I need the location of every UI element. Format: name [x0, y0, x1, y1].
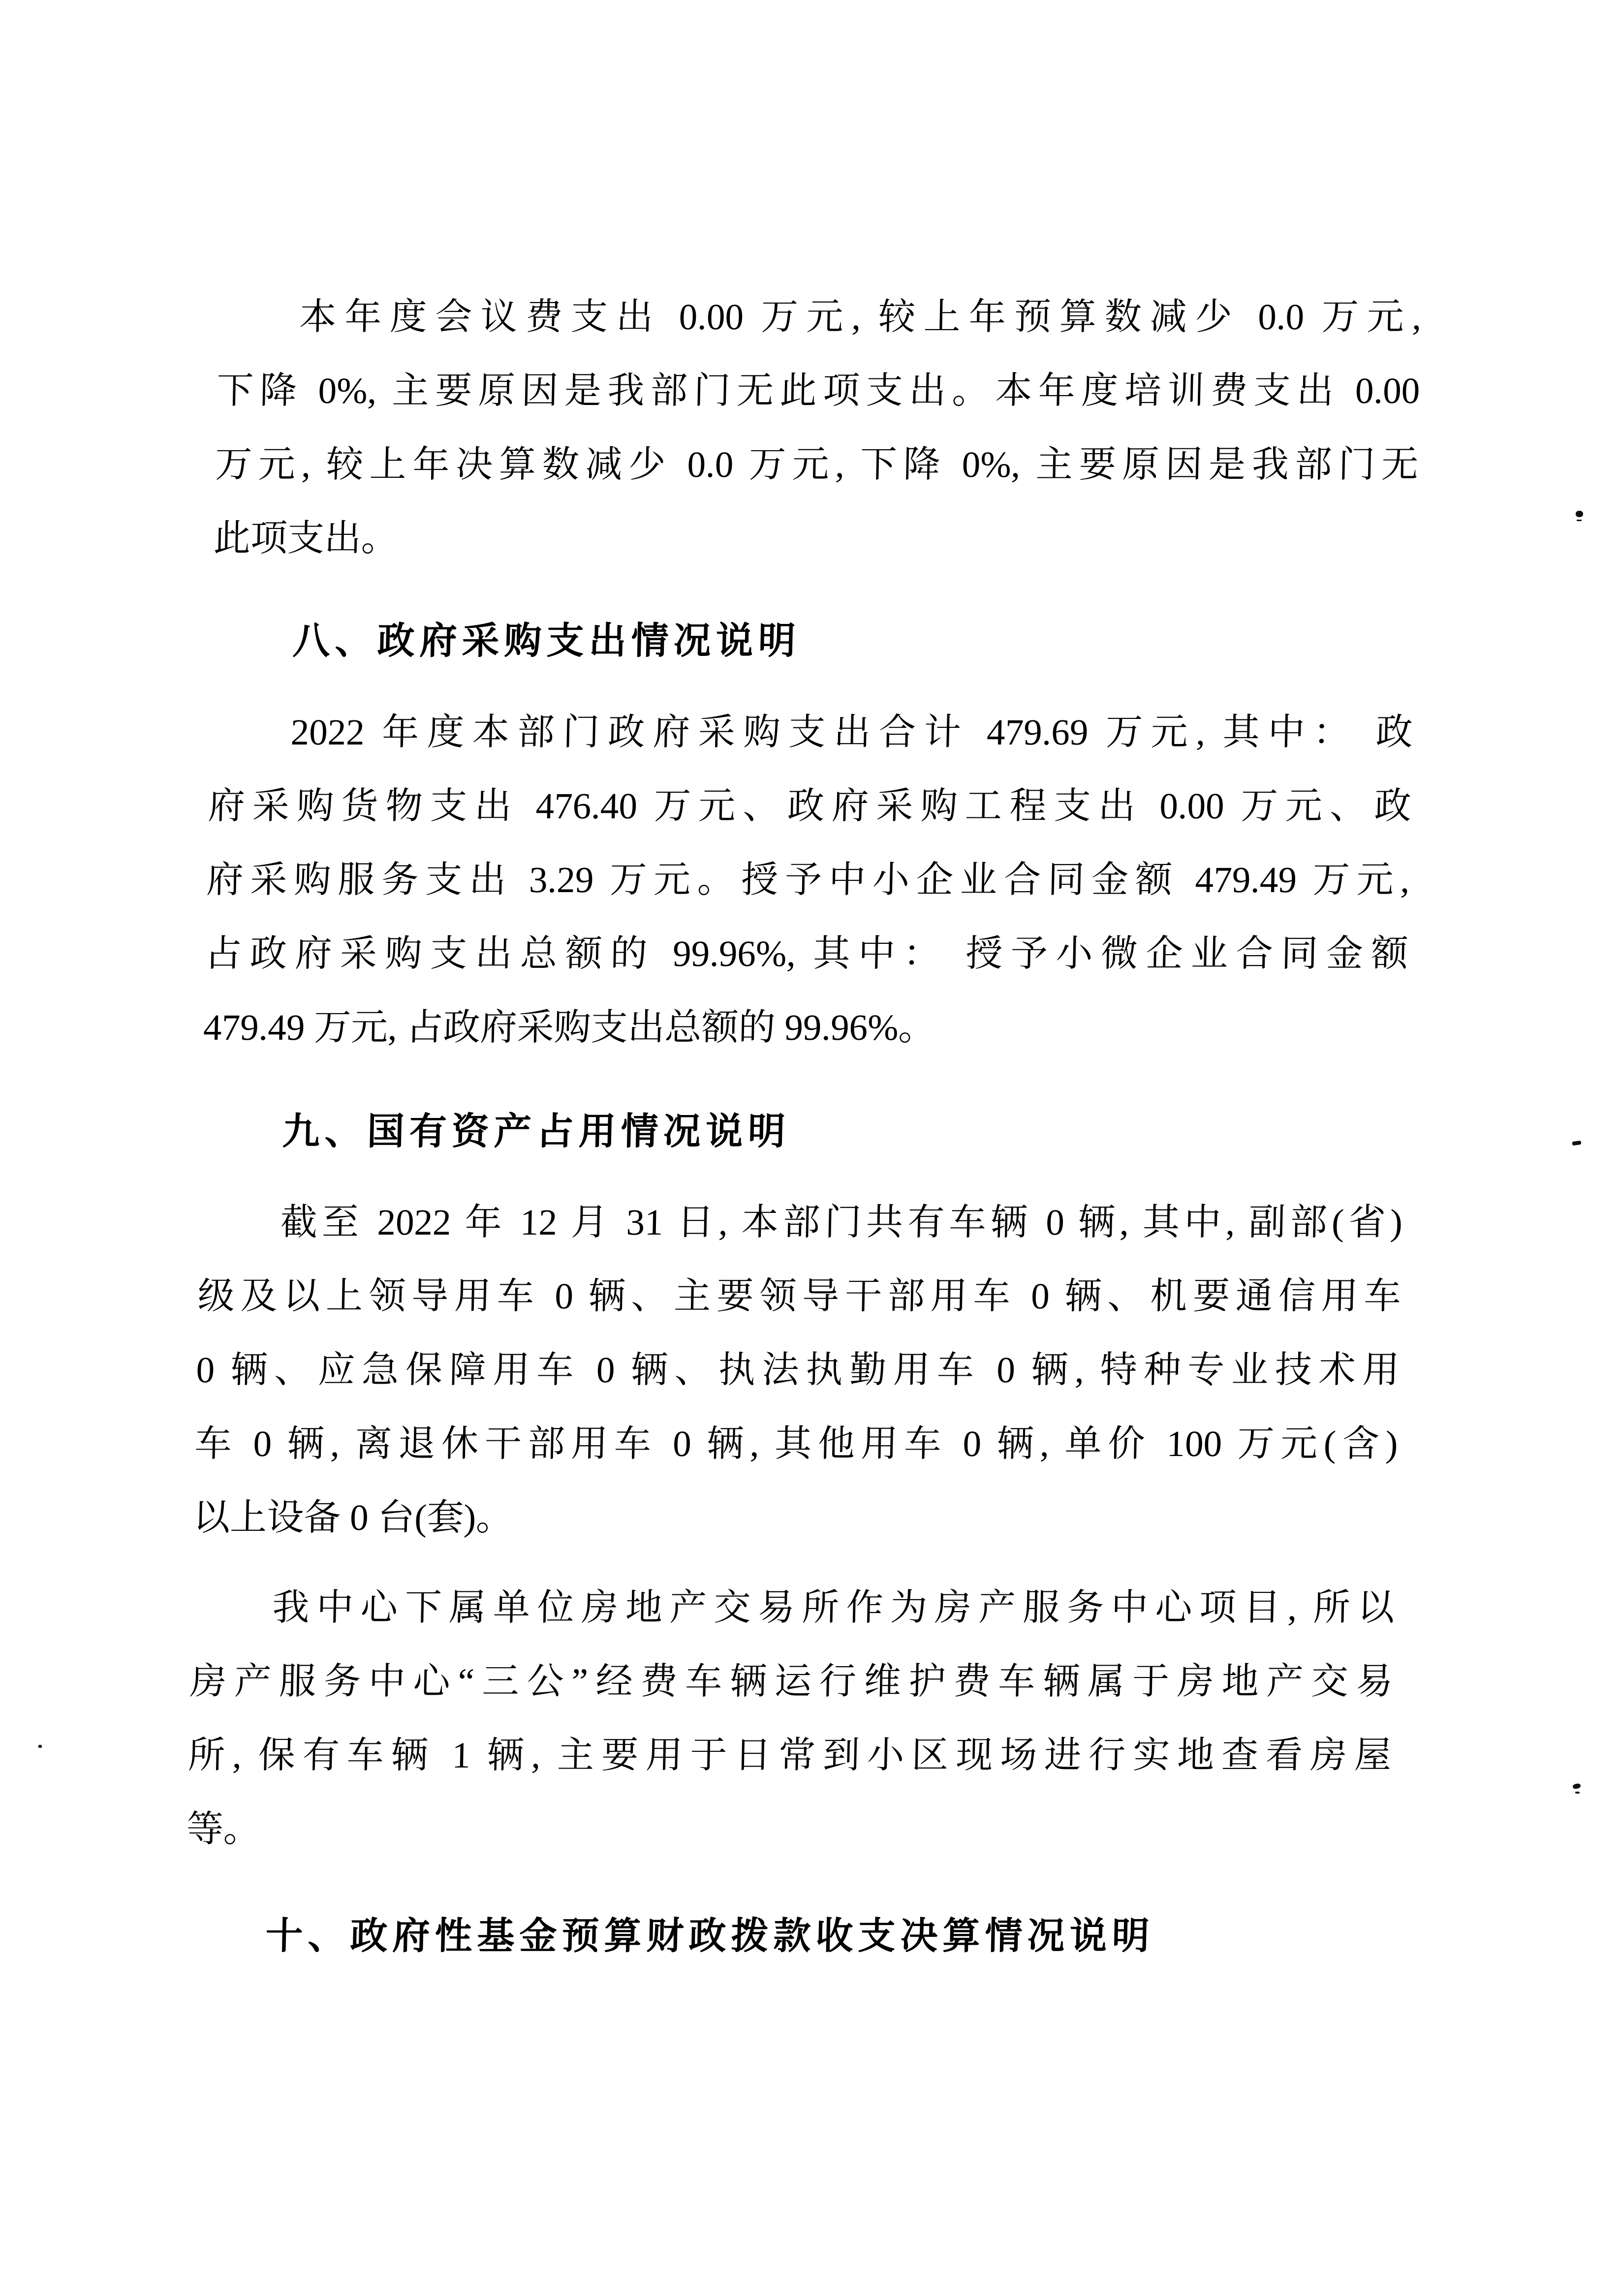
text-line: 下降 0%, 主要原因是我部门无此项支出。本年度培训费支出 0.00	[216, 371, 1421, 411]
paragraph-subordinate-unit-vehicle	[186, 1571, 1395, 1866]
text-line: 房产服务中心“三公”经费车辆运行维护费车辆属于房地产交易	[189, 1661, 1394, 1702]
text-line: 479.49 万元, 占政府采购支出总额的 99.96%。	[203, 1007, 936, 1048]
text-line: 占政府采购支出总额的 99.96%, 其中： 授予小微企业合同金额	[204, 933, 1409, 974]
text-line: 级及以上领导用车 0 辆、主要领导干部用车 0 辆、机要通信用车	[197, 1276, 1401, 1317]
ink-speck	[1572, 1783, 1581, 1789]
text-line: 等。	[186, 1809, 261, 1850]
text-line: 本年度会议费支出 0.00 万元, 较上年预算数减少 0.0 万元,	[299, 297, 1422, 338]
text-line: 车 0 辆, 离退休干部用车 0 辆, 其他用车 0 辆, 单价 100 万元(含)	[194, 1424, 1399, 1464]
paragraph-gov-procurement	[203, 696, 1414, 1065]
text-line: 截至 2022 年 12 月 31 日, 本部门共有车辆 0 辆, 其中, 副部(省)	[280, 1202, 1403, 1243]
text-line: 以上设备 0 台(套)。	[192, 1497, 514, 1538]
ink-speck	[1572, 1141, 1582, 1146]
text-line: 万元, 较上年决算数减少 0.0 万元, 下降 0%, 主要原因是我部门无	[215, 444, 1419, 485]
heading-gov-procurement: 八、政府采购支出情况说明	[292, 620, 801, 662]
text-line: 我中心下属单位房地产交易所作为房产服务中心项目, 所以	[272, 1587, 1395, 1628]
text-line: 府采购货物支出 476.40 万元、政府采购工程支出 0.00 万元、政	[207, 786, 1412, 827]
text-line: 此项支出。	[213, 518, 399, 559]
text-line: 府采购服务支出 3.29 万元。授予中小企业合同金额 479.49 万元,	[206, 860, 1410, 900]
paragraph-meeting-training-expense	[213, 280, 1422, 576]
document-content	[184, 280, 1422, 1973]
paragraph-state-owned-assets	[192, 1186, 1403, 1555]
ink-speck	[38, 1745, 42, 1748]
text-line: 所, 保有车辆 1 辆, 主要用于日常到小区现场进行实地查看房屋	[187, 1735, 1392, 1776]
heading-state-owned-assets: 九、国有资产占用情况说明	[281, 1111, 791, 1152]
ink-speck	[1576, 511, 1583, 517]
ink-speck	[1575, 1792, 1580, 1794]
ink-speck	[1577, 520, 1582, 521]
text-line: 0 辆、应急保障用车 0 辆、执法执勤用车 0 辆, 特种专业技术用	[195, 1350, 1400, 1391]
text-line: 2022 年度本部门政府采购支出合计 479.69 万元, 其中： 政	[290, 712, 1413, 753]
heading-gov-fund-budget: 十、政府性基金预算财政拨款收支决算情况说明	[265, 1915, 1155, 1957]
